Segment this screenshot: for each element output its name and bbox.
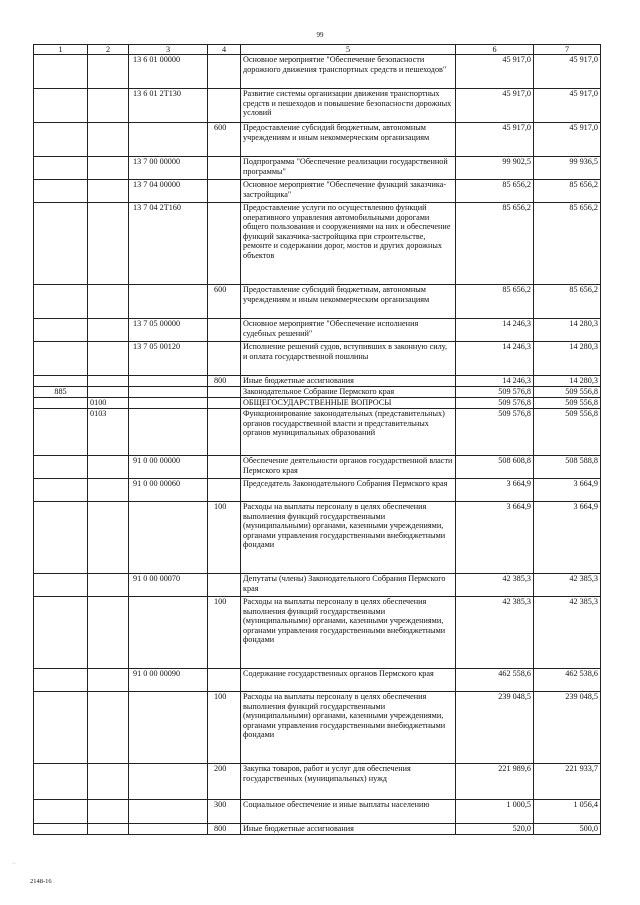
description-cell: Основное мероприятие "Обеспечение функций заказчика-застройщика" [241, 180, 456, 203]
target-article-cell: 91 0 00 00090 [129, 669, 208, 692]
ministry-code-cell [34, 597, 88, 669]
table-row [34, 597, 601, 669]
target-article-cell: 13 7 05 00120 [129, 342, 208, 376]
amount-2017-cell: 509 576,8 [456, 387, 534, 398]
amount-2018-cell: 85 656,2 [534, 180, 601, 203]
target-article-cell [129, 123, 208, 157]
description-cell: Содержание государственных органов Пермского края [241, 669, 456, 692]
section-code-cell [88, 574, 129, 597]
expense-type-cell: 600 [208, 285, 241, 319]
amount-2017-cell: 14 246,3 [456, 319, 534, 342]
amount-2018-cell: 509 556,8 [534, 398, 601, 409]
expense-type-cell [208, 157, 241, 180]
table-row [34, 123, 601, 157]
description-cell: Предоставление услуги по осуществлению функций оперативного управления автомобильными дорогами общего пользования и сооружениями на них и обеспечение функций заказчика-застройщика при строительстве, ремонте и содержании дорог, мостов и других дорожных объектов [241, 203, 456, 285]
expense-type-cell: 300 [208, 800, 241, 824]
section-code-cell [88, 824, 129, 835]
expense-type-cell [208, 409, 241, 456]
target-article-cell: 13 7 05 00000 [129, 319, 208, 342]
expense-type-cell [208, 342, 241, 376]
target-article-cell: 13 7 04 00000 [129, 180, 208, 203]
expense-type-cell [208, 180, 241, 203]
amount-2017-cell: 3 664,9 [456, 502, 534, 574]
target-article-cell: 91 0 00 00000 [129, 456, 208, 479]
section-code-cell [88, 180, 129, 203]
ministry-code-cell [34, 376, 88, 387]
ministry-code-cell [34, 456, 88, 479]
description-cell: Предоставление субсидий бюджетным, автономным учреждениям и иным некоммерческим организациям [241, 285, 456, 319]
amount-2017-cell: 45 917,0 [456, 55, 534, 89]
ministry-code-cell [34, 398, 88, 409]
target-article-cell [129, 409, 208, 456]
amount-2017-cell: 221 989,6 [456, 764, 534, 800]
expense-type-cell: 800 [208, 376, 241, 387]
amount-2017-cell: 508 608,8 [456, 456, 534, 479]
expense-type-cell: 100 [208, 692, 241, 764]
target-article-cell: 13 6 01 2Т130 [129, 89, 208, 123]
target-article-cell: 91 0 00 00070 [129, 574, 208, 597]
ministry-code-cell [34, 203, 88, 285]
table-row [34, 574, 601, 597]
table-row [34, 692, 601, 764]
description-cell: Основное мероприятие "Обеспечение исполнения судебных решений" [241, 319, 456, 342]
ministry-code-cell [34, 574, 88, 597]
description-cell: Основное мероприятие "Обеспечение безопасности дорожного движения транспортных средств и пешеходов" [241, 55, 456, 89]
description-cell: Законодательное Собрание Пермского края [241, 387, 456, 398]
amount-2017-cell: 85 656,2 [456, 285, 534, 319]
amount-2018-cell: 14 280,3 [534, 342, 601, 376]
expense-type-cell [208, 456, 241, 479]
expense-type-cell: 100 [208, 502, 241, 574]
section-code-cell [88, 157, 129, 180]
section-code-cell [88, 203, 129, 285]
header-cell: 2 [88, 45, 129, 55]
document-code: 2148-16 [30, 878, 52, 885]
target-article-cell [129, 597, 208, 669]
amount-2018-cell: 99 936,5 [534, 157, 601, 180]
description-cell: Социальное обеспечение и иные выплаты населению [241, 800, 456, 824]
description-cell: Депутаты (члены) Законодательного Собрания Пермского края [241, 574, 456, 597]
target-article-cell: 91 0 00 00060 [129, 479, 208, 502]
ministry-code-cell [34, 180, 88, 203]
ministry-code-cell [34, 55, 88, 89]
description-cell: Развитие системы организации движения транспортных средств и пешеходов и повышение безопасности дорожных условий [241, 89, 456, 123]
amount-2018-cell: 42 385,3 [534, 597, 601, 669]
table-row [34, 342, 601, 376]
section-code-cell [88, 55, 129, 89]
section-code-cell [88, 376, 129, 387]
amount-2018-cell: 1 056,4 [534, 800, 601, 824]
ministry-code-cell [34, 157, 88, 180]
expense-type-cell: 800 [208, 824, 241, 835]
description-cell: Обеспечение деятельности органов государственной власти Пермского края [241, 456, 456, 479]
expense-type-cell [208, 479, 241, 502]
table-row [34, 409, 601, 456]
description-cell: Подпрограмма "Обеспечение реализации государственной программы" [241, 157, 456, 180]
amount-2017-cell: 42 385,3 [456, 597, 534, 669]
section-code-cell [88, 387, 129, 398]
expense-type-cell [208, 669, 241, 692]
table-row [34, 55, 601, 89]
table-row [34, 669, 601, 692]
ministry-code-cell [34, 764, 88, 800]
ministry-code-cell [34, 319, 88, 342]
amount-2017-cell: 3 664,9 [456, 479, 534, 502]
amount-2017-cell: 509 576,8 [456, 409, 534, 456]
table-header-row [34, 45, 601, 55]
description-cell: Председатель Законодательного Собрания Пермского края [241, 479, 456, 502]
header-cell: 1 [34, 45, 88, 55]
description-cell: Закупка товаров, работ и услуг для обеспечения государственных (муниципальных) нужд [241, 764, 456, 800]
section-code-cell [88, 502, 129, 574]
table-row [34, 479, 601, 502]
ministry-code-cell [34, 800, 88, 824]
amount-2017-cell: 520,0 [456, 824, 534, 835]
description-cell: Расходы на выплаты персоналу в целях обеспечения выполнения функций государственными (муниципальными) органами, казенными учреждениями, органами управления государственными внебюджетными фондами [241, 597, 456, 669]
table-row [34, 203, 601, 285]
amount-2017-cell: 509 576,8 [456, 398, 534, 409]
amount-2018-cell: 85 656,2 [534, 285, 601, 319]
section-code-cell [88, 342, 129, 376]
amount-2018-cell: 3 664,9 [534, 502, 601, 574]
ministry-code-cell [34, 479, 88, 502]
table-row [34, 824, 601, 835]
target-article-cell: 13 6 01 00000 [129, 55, 208, 89]
table-row [34, 502, 601, 574]
table-row [34, 764, 601, 800]
section-code-cell [88, 319, 129, 342]
amount-2017-cell: 85 656,2 [456, 203, 534, 285]
amount-2017-cell: 462 558,6 [456, 669, 534, 692]
table-row [34, 180, 601, 203]
amount-2018-cell: 42 385,3 [534, 574, 601, 597]
amount-2018-cell: 14 280,3 [534, 376, 601, 387]
table-row [34, 398, 601, 409]
amount-2017-cell: 45 917,0 [456, 123, 534, 157]
amount-2018-cell: 45 917,0 [534, 55, 601, 89]
table-row [34, 456, 601, 479]
table-row [34, 800, 601, 824]
table-row [34, 285, 601, 319]
section-code-cell [88, 456, 129, 479]
expense-type-cell [208, 89, 241, 123]
amount-2018-cell: 508 588,8 [534, 456, 601, 479]
ministry-code-cell [34, 824, 88, 835]
expense-type-cell [208, 398, 241, 409]
amount-2017-cell: 14 246,3 [456, 342, 534, 376]
section-code-cell [88, 89, 129, 123]
target-article-cell [129, 764, 208, 800]
amount-2017-cell: 85 656,2 [456, 180, 534, 203]
description-cell: Исполнение решений судов, вступивших в законную силу, и оплата государственной пошлины [241, 342, 456, 376]
description-cell: ОБЩЕГОСУДАРСТВЕННЫЕ ВОПРОСЫ [241, 398, 456, 409]
table-row [34, 387, 601, 398]
table-row [34, 376, 601, 387]
description-cell: Предоставление субсидий бюджетным, автономным учреждениям и иным некоммерческим организациям [241, 123, 456, 157]
expense-type-cell: 600 [208, 123, 241, 157]
ministry-code-cell [34, 409, 88, 456]
expense-type-cell: 200 [208, 764, 241, 800]
amount-2018-cell: 3 664,9 [534, 479, 601, 502]
amount-2018-cell: 462 538,6 [534, 669, 601, 692]
section-code-cell: 0100 [88, 398, 129, 409]
amount-2018-cell: 239 048,5 [534, 692, 601, 764]
target-article-cell: 13 7 04 2Т160 [129, 203, 208, 285]
amount-2018-cell: 14 280,3 [534, 319, 601, 342]
target-article-cell [129, 824, 208, 835]
header-cell: 3 [129, 45, 208, 55]
expense-type-cell [208, 55, 241, 89]
page-number: 99 [316, 31, 324, 39]
table-row [34, 89, 601, 123]
table-row [34, 157, 601, 180]
ministry-code-cell: 885 [34, 387, 88, 398]
section-code-cell [88, 285, 129, 319]
scan-artifact: ·· [12, 861, 16, 867]
ministry-code-cell [34, 285, 88, 319]
header-cell: 5 [241, 45, 456, 55]
description-cell: Иные бюджетные ассигнования [241, 376, 456, 387]
amount-2017-cell: 239 048,5 [456, 692, 534, 764]
header-cell: 4 [208, 45, 241, 55]
amount-2018-cell: 500,0 [534, 824, 601, 835]
section-code-cell [88, 692, 129, 764]
amount-2017-cell: 1 000,5 [456, 800, 534, 824]
amount-2017-cell: 42 385,3 [456, 574, 534, 597]
amount-2018-cell: 509 556,8 [534, 409, 601, 456]
target-article-cell [129, 398, 208, 409]
target-article-cell: 13 7 00 00000 [129, 157, 208, 180]
amount-2017-cell: 14 246,3 [456, 376, 534, 387]
section-code-cell [88, 800, 129, 824]
amount-2018-cell: 509 556,8 [534, 387, 601, 398]
ministry-code-cell [34, 502, 88, 574]
amount-2018-cell: 45 917,0 [534, 123, 601, 157]
target-article-cell [129, 376, 208, 387]
expense-type-cell [208, 203, 241, 285]
section-code-cell [88, 764, 129, 800]
ministry-code-cell [34, 669, 88, 692]
amount-2018-cell: 45 917,0 [534, 89, 601, 123]
description-cell: Расходы на выплаты персоналу в целях обеспечения выполнения функций государственными (муниципальными) органами, казенными учреждениями, органами управления государственными внебюджетными фондами [241, 502, 456, 574]
expense-type-cell [208, 387, 241, 398]
target-article-cell [129, 800, 208, 824]
amount-2018-cell: 221 933,7 [534, 764, 601, 800]
expense-type-cell [208, 574, 241, 597]
target-article-cell [129, 502, 208, 574]
section-code-cell [88, 123, 129, 157]
section-code-cell [88, 669, 129, 692]
description-cell: Функционирование законодательных (представительных) органов государственной власти и представительных органов муниципальных образований [241, 409, 456, 456]
table-row [34, 319, 601, 342]
section-code-cell [88, 597, 129, 669]
expense-type-cell [208, 319, 241, 342]
amount-2017-cell: 99 902,5 [456, 157, 534, 180]
target-article-cell [129, 387, 208, 398]
description-cell: Расходы на выплаты персоналу в целях обеспечения выполнения функций государственными (муниципальными) органами, казенными учреждениями, органами управления государственными внебюджетными фондами [241, 692, 456, 764]
ministry-code-cell [34, 123, 88, 157]
description-cell: Иные бюджетные ассигнования [241, 824, 456, 835]
ministry-code-cell [34, 89, 88, 123]
amount-2017-cell: 45 917,0 [456, 89, 534, 123]
header-cell: 6 [456, 45, 534, 55]
amount-2018-cell: 85 656,2 [534, 203, 601, 285]
ministry-code-cell [34, 692, 88, 764]
section-code-cell: 0103 [88, 409, 129, 456]
budget-table [33, 44, 601, 835]
ministry-code-cell [34, 342, 88, 376]
header-cell: 7 [534, 45, 601, 55]
target-article-cell [129, 692, 208, 764]
expense-type-cell: 100 [208, 597, 241, 669]
target-article-cell [129, 285, 208, 319]
section-code-cell [88, 479, 129, 502]
